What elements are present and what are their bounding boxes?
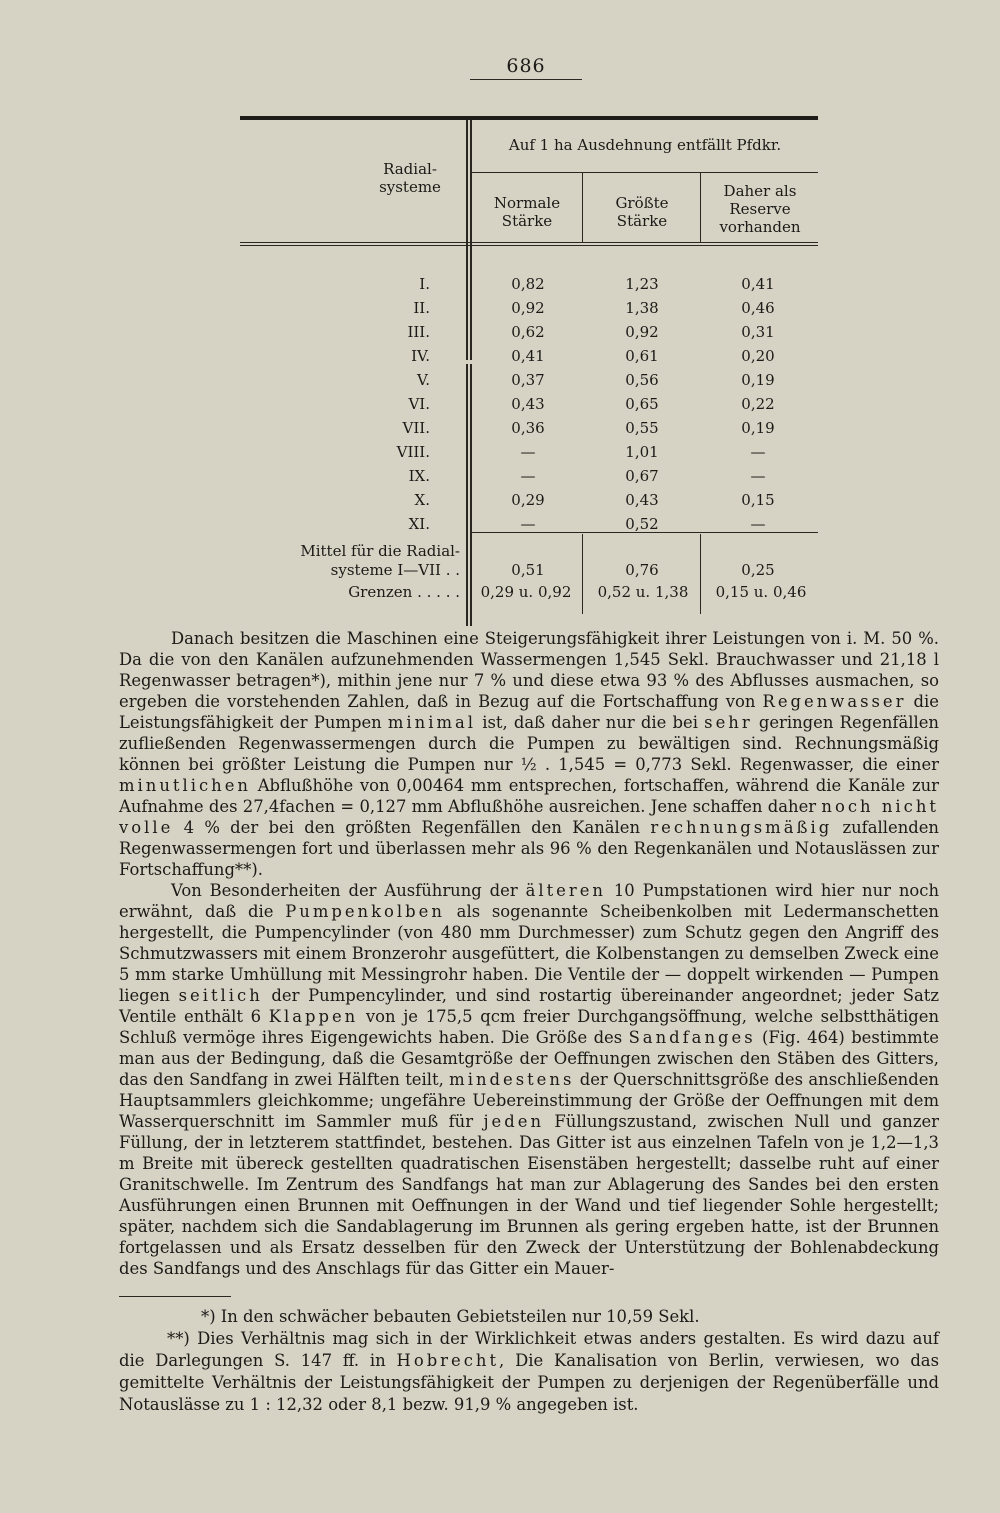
cell-reserve: 0,22 [741,395,775,413]
cell-normale: — [520,443,536,461]
grenzen-normale: 0,29 u. 0,92 [480,583,572,601]
table-rule [240,242,818,246]
cell-groesste: 0,92 [625,323,659,341]
cell-groesste: 1,38 [625,299,659,317]
header-radialsysteme: Radial- systeme [379,160,441,196]
row-label: III. [407,323,430,341]
mittel-normale: 0,51 [511,561,545,579]
row-label: IV. [411,347,430,365]
cell-normale: 0,62 [511,323,545,341]
row-label: I. [419,275,430,293]
table-divider [582,172,583,242]
table-divider [700,172,701,242]
row-label: II. [413,299,430,317]
cell-reserve: 0,46 [741,299,775,317]
cell-normale: 0,43 [511,395,545,413]
cell-normale: 0,92 [511,299,545,317]
cell-normale: 0,29 [511,491,545,509]
footnote-1: *) In den schwächer bebauten Gebietsteilen nur 10,59 Sekl. [201,1307,700,1326]
mittel-label-2: systeme I—VII . . [330,561,460,579]
cell-normale: 0,41 [511,347,545,365]
cell-groesste: 0,55 [625,419,659,437]
cell-reserve: — [750,467,766,485]
grenzen-reserve: 0,15 u. 0,46 [715,583,807,601]
paragraph: Danach besitzen die Maschinen eine Steigerungsfähigkeit ihrer Leistungen von i. M. 50 %. Da die von den Kanälen aufzunehmenden Wassermengen 1,545 Sekl. Brauchwasser und 21,18 l Regenwasser betragen*), mithin jene nur 7 % und diese etwa 93 % des Abflusses ausmachen, so ergeben die vorstehenden Zahlen, daß in Bezug auf die Fortschaffung von Regenwasser die Leistungsfähigkeit der Pumpen minimal ist, daß daher nur die bei sehr geringen Regenfällen zufließenden Regenwassermengen durch die Pumpen zu bewältigen sind. Rechnungsmäßig können bei größter Leistung die Pumpen nur ½ . 1,545 = 0,773 Sekl. Regenwasser, die einer minutlichen Abflußhöhe von 0,00464 mm entsprechen, fortschaffen, während die Kanäle zur Aufnahme des 27,4fachen = 0,127 mm Abflußhöhe ausreichen. Jene schaffen daher noch nicht volle 4 % der bei den größten Regenfällen den Kanälen rechnungsmäßig zufallenden Regenwassermengen fort und überlassen mehr als 96 % den Regenkanälen und Notauslässen zur Fortschaffung**). [119,629,940,879]
row-label: VI. [408,395,430,413]
cell-groesste: 0,56 [625,371,659,389]
cell-normale: — [520,515,536,533]
footnote-2: **) Dies Verhältnis mag sich in der Wirklichkeit etwas anders gestalten. Es wird dazu auf die Darlegungen S. 147 ff. in Hobrecht, Die Kanalisation von Berlin, verwiesen, wo das gemittelte Verhältnis der Leistungsfähigkeit der Pumpen zu derjenigen der Regenüberfälle und Notauslässe zu 1 : 12,32 oder 8,1 bezw. 91,9 % angegeben ist. [119,1329,939,1414]
cell-reserve: 0,19 [741,419,775,437]
header-reserve: Daher als Reserve vorhanden [719,182,801,236]
table-top-rule [240,116,818,120]
row-label: XI. [408,515,430,533]
footnotes [119,1306,939,1416]
table-rule [472,172,818,173]
cell-reserve: 0,41 [741,275,775,293]
row-label: V. [417,371,430,389]
cell-reserve: 0,19 [741,371,775,389]
row-label: VIII. [396,443,430,461]
cell-groesste: 1,01 [625,443,659,461]
cell-normale: 0,36 [511,419,545,437]
cell-reserve: 0,31 [741,323,775,341]
footnote-rule [119,1296,231,1297]
mittel-groesste: 0,76 [625,561,659,579]
row-label: X. [414,491,430,509]
mittel-label-1: Mittel für die Radial- [300,542,460,560]
cell-groesste: 0,52 [625,515,659,533]
cell-groesste: 1,23 [625,275,659,293]
header-normale: Normale Stärke [493,194,561,230]
cell-groesste: 0,67 [625,467,659,485]
cell-reserve: — [750,443,766,461]
paragraph: Von Besonderheiten der Ausführung der älteren 10 Pumpstationen wird hier nur noch erwähnt, daß die Pumpenkolben als sogenannte Scheibenkolben mit Ledermanschetten hergestellt, die Pumpencylinder (von 480 mm Durchmesser) zum Schutz gegen den Angriff des Schmutzwassers mit einem Bronzerohr ausgefüttert, die Kolbenstangen zu demselben Zweck eine 5 mm starke Umhüllung mit Messingrohr haben. Die Ventile der — doppelt wirkenden — Pumpen liegen seitlich der Pumpencylinder, und sind rostartig übereinander angeordnet; jeder Satz Ventile enthält 6 Klappen von je 175,5 qcm freier Durchgangsöffnung, welche selbstthätigen Schluß vermöge ihres Eigengewichts haben. Die Größe des Sandfanges (Fig. 464) bestimmte man aus der Bedingung, daß die Gesamtgröße der Oeffnungen zwischen den Stäben des Gitters, das den Sandfang in zwei Hälften teilt, mindestens der Querschnittsgröße des anschließenden Hauptsammlers gleichkomme; ungefähre Uebereinstimmung der Größe der Oeffnungen mit dem Wasserquerschnitt im Sammler muß für jeden Füllungszustand, zwischen Null und ganzer Füllung, der in letzterem stattfindet, bestehen. Das Gitter ist aus einzelnen Tafeln von je 1,2—1,3 m Breite mit übereck gestellten quadratischen Eisenstäben hergestellt; dasselbe ruht auf einer Granitschwelle. Im Zentrum des Sandfangs hat man zur Ablagerung des Sandes bei den ersten Ausführungen einen Brunnen mit Oeffnungen in der Wand und tief liegender Sohle hergestellt; später, nachdem sich die Sandablagerung im Brunnen als gering ergeben hatte, ist der Brunnen fortgelassen und als Ersatz desselben für den Zweck der Unterstützung der Bohlenabdeckung des Sandfangs und des Anschlags für das Gitter ein Mauer- [119,881,940,1278]
cell-reserve: — [750,515,766,533]
cell-groesste: 0,61 [625,347,659,365]
page-number: 686 [470,55,582,80]
group-header: Auf 1 ha Ausdehnung entfällt Pfdkr. [508,136,782,154]
cell-normale: 0,37 [511,371,545,389]
grenzen-label: Grenzen . . . . . [348,583,460,601]
mittel-reserve: 0,25 [741,561,775,579]
cell-groesste: 0,43 [625,491,659,509]
row-label: VII. [402,419,430,437]
table-divider [466,526,468,626]
cell-normale: 0,82 [511,275,545,293]
grenzen-groesste: 0,52 u. 1,38 [597,583,689,601]
body-text [119,628,939,1279]
header-groesste: Größte Stärke [615,194,669,230]
cell-reserve: 0,20 [741,347,775,365]
cell-normale: — [520,467,536,485]
cell-reserve: 0,15 [741,491,775,509]
row-label: IX. [408,467,430,485]
cell-groesste: 0,65 [625,395,659,413]
table-divider [466,120,468,360]
